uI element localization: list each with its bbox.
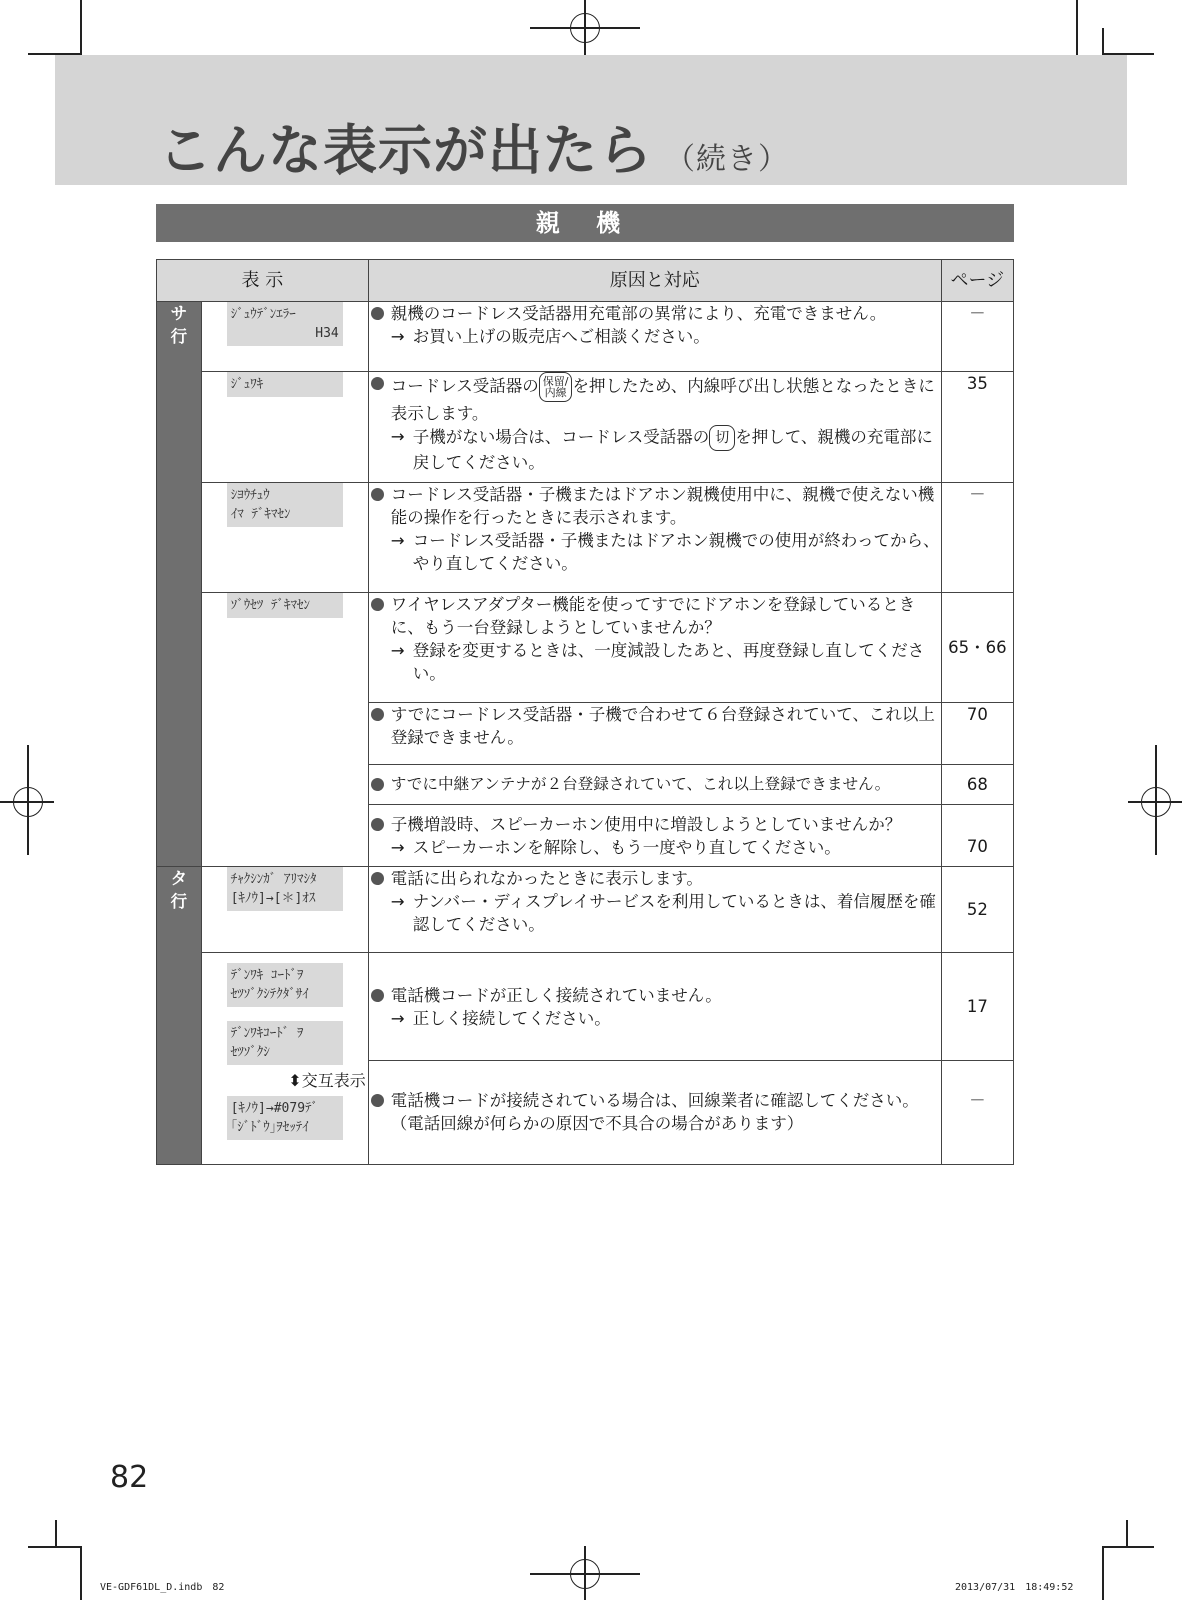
lcd-display <box>227 867 343 911</box>
cause-cell <box>368 302 941 372</box>
key-label: 保留/ <box>542 375 569 388</box>
action-text-part: を押して、親機の充電部に戻してください。 <box>412 427 933 472</box>
cause-text-part: コードレス受話器の <box>390 376 539 396</box>
key-label: 内線 <box>544 386 567 399</box>
crop-mark <box>55 1520 57 1548</box>
crop-mark <box>1102 1546 1104 1600</box>
alternating-display-label: ⬍交互表示 <box>288 1071 366 1090</box>
cause-cell <box>368 953 941 1061</box>
page-ref: 17 <box>941 953 1013 1061</box>
page-ref: － <box>941 302 1013 372</box>
action-text: → ナンバー・ディスプレイサービスを利用しているときは、着信履歴を確認してください。 <box>369 890 941 936</box>
lcd-display <box>227 593 343 618</box>
lcd-line: ﾃﾞﾝﾜｷｺｰﾄﾞ ｦ <box>230 1026 304 1041</box>
lcd-line: ｢ｼﾞﾄﾞｳ｣ｦｾｯﾃｲ <box>230 1120 309 1135</box>
lcd-line: [ｷﾉｳ]→[＊]ｵｽ <box>230 891 316 906</box>
column-header-cause: 原因と対応 <box>368 260 941 302</box>
cause-text: すでにコードレス受話器・子機で合わせて６台登録されていて、これ以上登録できません。 <box>369 703 941 749</box>
cause-text-part: を押したため、内線呼び出し状態となったときに表示します。 <box>390 376 935 423</box>
cause-text: 子機増設時、スピーカーホン使用中に増設しようとしていませんか？ <box>369 813 941 836</box>
lcd-line: ｼﾖｳﾁｭｳ <box>230 488 270 503</box>
title-subtitle: （続き） <box>665 142 789 177</box>
cause-cell <box>368 483 941 593</box>
page-ref: 52 <box>941 867 1013 953</box>
lcd-line: ｼﾞｭﾜｷ <box>230 377 264 392</box>
cause-cell <box>368 703 941 765</box>
crop-mark <box>1126 1520 1128 1548</box>
lcd-display <box>227 963 343 1007</box>
page-ref: － <box>941 1061 1013 1165</box>
column-header-display: 表 示 <box>157 260 369 302</box>
cause-text <box>369 372 941 425</box>
registration-mark-icon <box>570 13 600 43</box>
page-ref: － <box>941 483 1013 593</box>
table-row <box>157 483 1014 593</box>
lcd-line: ｲﾏ ﾃﾞｷﾏｾﾝ <box>230 507 291 522</box>
off-key-icon: 切 <box>709 425 735 451</box>
lcd-line: H34 <box>315 326 339 341</box>
group-label-sa <box>157 302 202 867</box>
cause-text: 電話機コードが正しく接続されていません。 <box>369 984 941 1007</box>
page-ref: 70 <box>941 805 1013 867</box>
crop-mark <box>80 1546 82 1600</box>
message-table <box>156 259 1014 1165</box>
lcd-display <box>227 483 343 527</box>
action-text: → 登録を変更するときは、一度減設したあと、再度登録し直してください。 <box>369 639 941 685</box>
page-number: 82 <box>110 1460 149 1495</box>
table-row <box>157 593 1014 703</box>
cause-cell <box>368 593 941 703</box>
group-label-ta <box>157 867 202 1165</box>
crop-mark <box>28 1546 80 1548</box>
cause-cell <box>368 372 941 483</box>
crop-mark <box>80 0 82 55</box>
cause-text: すでに中継アンテナが２台登録されていて、これ以上登録できません。 <box>369 773 939 796</box>
action-text: → コードレス受話器・子機またはドアホン親機での使用が終わってから、やり直してください。 <box>369 529 941 575</box>
display-cell <box>201 372 368 483</box>
cause-cell <box>368 867 941 953</box>
lcd-display <box>227 1021 343 1065</box>
cause-text: ワイヤレスアダプター機能を使ってすでにドアホンを登録しているときに、もう一台登録しようとしていませんか？ <box>369 593 941 639</box>
display-cell <box>201 483 368 593</box>
lcd-display <box>227 1096 343 1140</box>
crop-mark <box>1102 28 1104 56</box>
crop-mark <box>1076 0 1078 55</box>
lcd-line: ﾁｬｸｼﾝｶﾞ ｱﾘﾏｼﾀ <box>230 872 317 887</box>
action-text: → スピーカーホンを解除し、もう一度やり直してください。 <box>369 836 941 859</box>
display-cell <box>201 867 368 953</box>
cause-text: 電話に出られなかったときに表示します。 <box>369 867 941 890</box>
registration-mark-icon <box>13 787 43 817</box>
page-ref: 35 <box>941 372 1013 483</box>
lcd-line: [ｷﾉｳ]→#079ﾃﾞ <box>230 1101 319 1116</box>
lcd-line: ｾﾂｿﾞｸｼﾃｸﾀﾞｻｲ <box>230 987 309 1002</box>
lcd-line: ｿﾞｳｾﾂ ﾃﾞｷﾏｾﾝ <box>230 598 311 613</box>
lcd-line: ｾﾂｿﾞｸｼ <box>230 1045 270 1060</box>
action-text: → お買い上げの販売店へご相談ください。 <box>369 325 941 348</box>
cause-text: 親機のコードレス受話器用充電部の異常により、充電できません。 <box>369 302 941 325</box>
cause-cell <box>368 1061 941 1165</box>
action-text <box>369 425 941 474</box>
table-row <box>157 302 1014 372</box>
action-text-part: 子機がない場合は、コードレス受話器の <box>412 427 710 447</box>
page-ref: 65・66 <box>941 593 1013 703</box>
group-label-text: タ行 <box>170 869 188 911</box>
print-timestamp: 2013/07/31 18:49:52 <box>955 1582 1074 1593</box>
page-ref: 70 <box>941 703 1013 765</box>
table-row <box>157 867 1014 953</box>
lcd-display <box>227 302 343 346</box>
table-row <box>157 953 1014 1061</box>
cause-cell <box>368 765 941 805</box>
hold-intercom-key-icon <box>539 372 573 402</box>
group-label-text: サ行 <box>170 304 188 346</box>
registration-mark-icon <box>570 1559 600 1589</box>
cause-text: コードレス受話器・子機またはドアホン親機使用中に、親機で使えない機能の操作を行ったときに表示されます。 <box>369 483 941 529</box>
display-cell <box>201 593 368 867</box>
crop-mark <box>1102 1546 1154 1548</box>
cause-text: 電話機コードが接続されている場合は、回線業者に確認してください。（電話回線が何らかの原因で不具合の場合があります） <box>369 1089 941 1135</box>
column-header-page: ページ <box>941 260 1013 302</box>
cause-cell <box>368 805 941 867</box>
file-info: VE-GDF61DL_D.indb 82 <box>100 1582 225 1593</box>
page-ref: 68 <box>941 765 1013 805</box>
display-cell <box>201 302 368 372</box>
table-header-row <box>157 260 1014 302</box>
table-row <box>157 372 1014 483</box>
page-title <box>158 108 789 185</box>
display-cell <box>201 953 368 1165</box>
section-title: 親 機 <box>156 204 1014 242</box>
action-text: → 正しく接続してください。 <box>369 1007 941 1030</box>
registration-mark-icon <box>1141 787 1171 817</box>
lcd-display <box>227 372 343 397</box>
lcd-line: ｼﾞｭｳﾃﾞﾝｴﾗｰ <box>230 307 296 322</box>
lcd-line: ﾃﾞﾝﾜｷ ｺｰﾄﾞｦ <box>230 968 304 983</box>
title-text: こんな表示が出たら <box>158 119 653 182</box>
